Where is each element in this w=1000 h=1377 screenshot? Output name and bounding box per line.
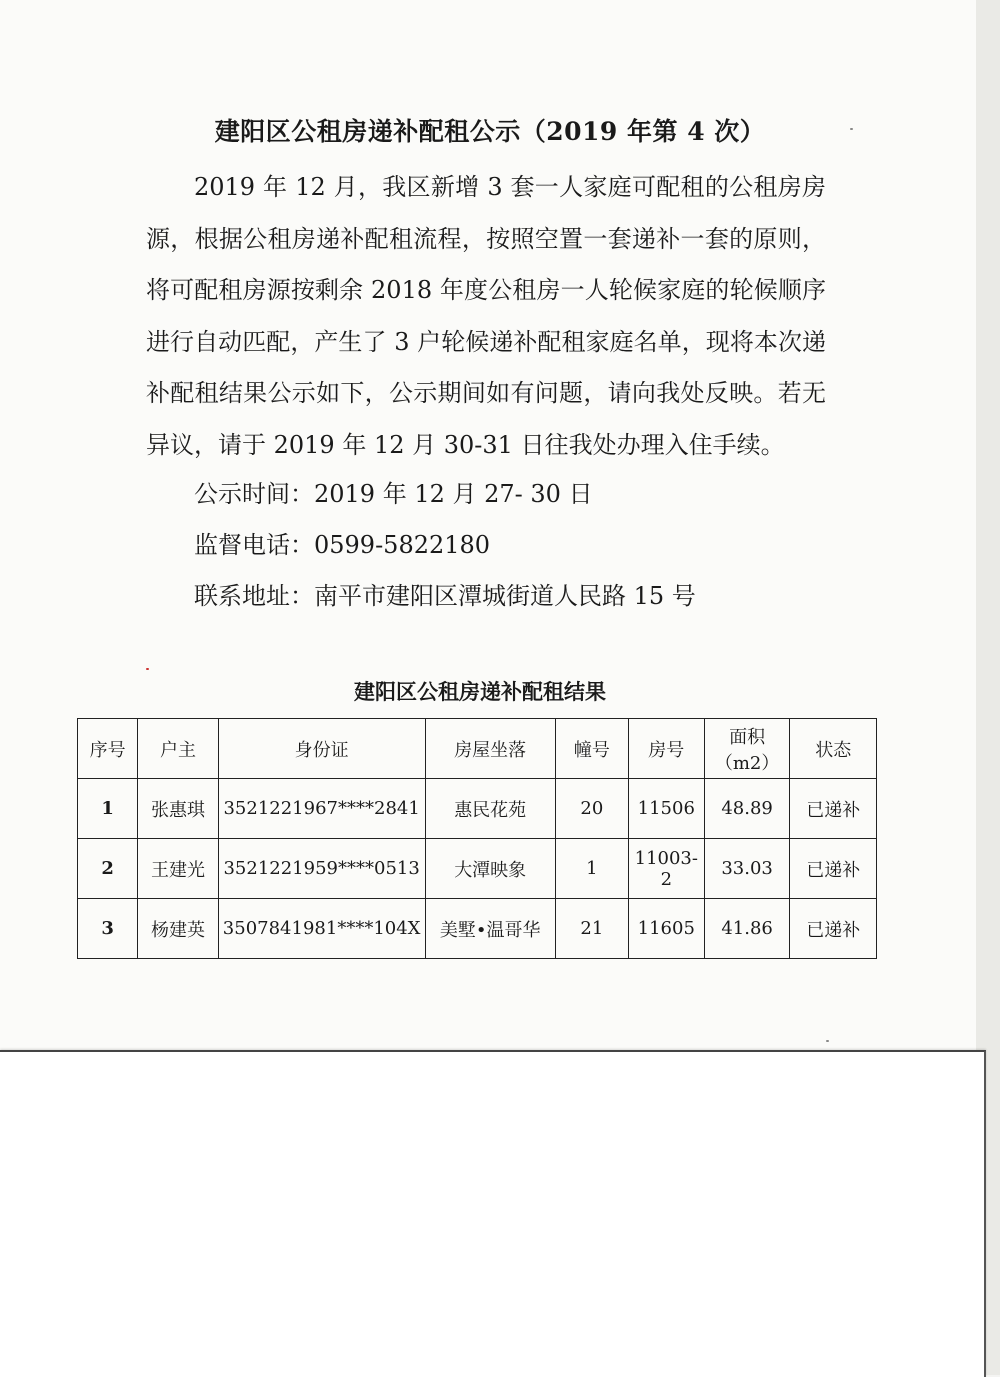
cell-building: 1 bbox=[555, 839, 628, 899]
header-building: 幢号 bbox=[555, 719, 628, 779]
scan-speck bbox=[826, 1040, 829, 1042]
cell-status: 已递补 bbox=[790, 899, 877, 959]
cell-room bbox=[628, 779, 704, 839]
cell-owner: 张惠琪 bbox=[138, 779, 219, 839]
header-index: 序号 bbox=[78, 719, 138, 779]
header-id-card: 身份证 bbox=[218, 719, 425, 779]
contact-address: 联系地址：南平市建阳区潭城街道人民路 15 号 bbox=[194, 582, 696, 610]
cell-location: 大潭映象 bbox=[425, 839, 555, 899]
cell-room-line1: 11506 bbox=[637, 798, 695, 819]
table-row bbox=[78, 899, 877, 959]
cell-area: 33.03 bbox=[704, 839, 790, 899]
table-header-row bbox=[78, 719, 877, 779]
cell-location: 惠民花苑 bbox=[425, 779, 555, 839]
cell-room bbox=[628, 839, 704, 899]
scan-speck bbox=[146, 668, 149, 670]
table-title: 建阳区公租房递补配租结果 bbox=[354, 679, 606, 704]
supervision-phone: 监督电话：0599-5822180 bbox=[194, 531, 491, 559]
cell-index: 2 bbox=[78, 839, 138, 899]
cell-room bbox=[628, 899, 704, 959]
cell-room-line2: 2 bbox=[660, 868, 673, 890]
header-area-line1: 面积 bbox=[729, 726, 766, 748]
cell-building: 21 bbox=[555, 899, 628, 959]
result-table bbox=[77, 718, 877, 959]
header-room: 房号 bbox=[628, 719, 704, 779]
header-area bbox=[704, 719, 790, 779]
cell-room-line1: 11605 bbox=[637, 918, 695, 939]
header-owner: 户主 bbox=[138, 719, 219, 779]
header-status: 状态 bbox=[790, 719, 877, 779]
header-location: 房屋坐落 bbox=[425, 719, 555, 779]
overlapping-sheet bbox=[0, 1050, 986, 1377]
table-row bbox=[78, 839, 877, 899]
cell-id-card: 3521221959****0513 bbox=[218, 839, 425, 899]
cell-index: 1 bbox=[78, 779, 138, 839]
cell-location: 美墅•温哥华 bbox=[425, 899, 555, 959]
header-area-line2: （m2） bbox=[714, 752, 780, 774]
table-row bbox=[78, 779, 877, 839]
cell-building: 20 bbox=[555, 779, 628, 839]
notice-paragraph: 2019 年 12 月，我区新增 3 套一人家庭可配租的公租房房源，根据公租房递补配租流程，按照空置一套递补一套的原则，将可配租房源按剩余 2018 年度公租房一人轮候家庭的轮候顺序进行自动匹配，产生了 3 户轮候递补配租家庭名单，现将本次递补配租结果公示如下，公示期间如有问题，请向我处反映。若无异议，请于 2019 年 12 月 30-31 日往我处办理入住手续。 bbox=[146, 173, 826, 459]
cell-area: 48.89 bbox=[704, 779, 790, 839]
cell-index: 3 bbox=[78, 899, 138, 959]
cell-status: 已递补 bbox=[790, 779, 877, 839]
cell-owner: 杨建英 bbox=[138, 899, 219, 959]
cell-area: 41.86 bbox=[704, 899, 790, 959]
cell-room-line1: 11003- bbox=[634, 847, 698, 869]
cell-owner: 王建光 bbox=[138, 839, 219, 899]
cell-id-card: 3521221967****2841 bbox=[218, 779, 425, 839]
cell-id-card: 3507841981****104X bbox=[218, 899, 425, 959]
cell-status: 已递补 bbox=[790, 839, 877, 899]
document-title: 建阳区公租房递补配租公示（2019 年第 4 次） bbox=[214, 117, 766, 146]
scan-speck bbox=[850, 128, 853, 130]
notice-time: 公示时间：2019 年 12 月 27- 30 日 bbox=[194, 480, 593, 508]
